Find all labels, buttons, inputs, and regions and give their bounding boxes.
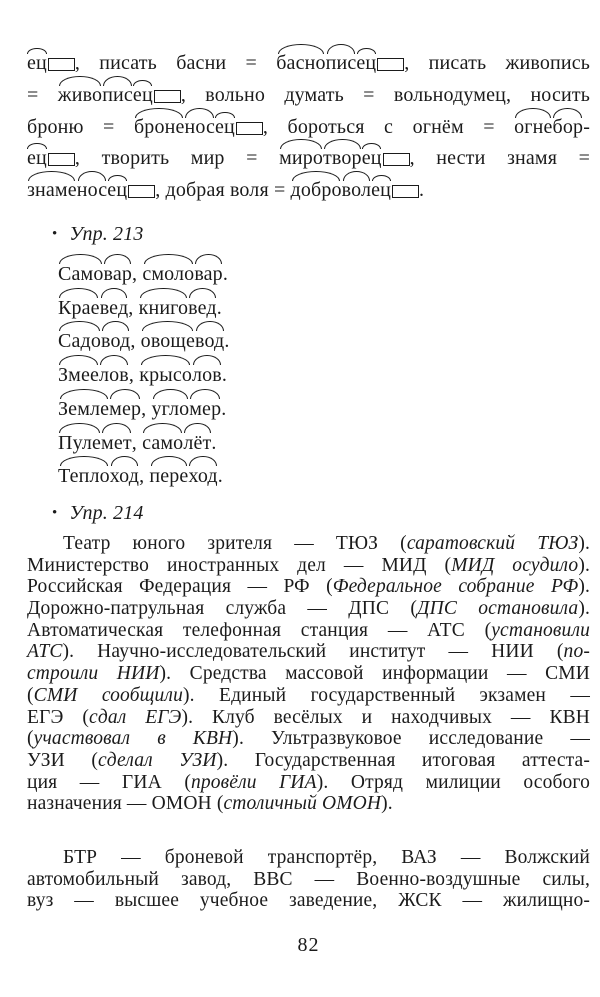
text-line <box>27 533 590 555</box>
suffix-segment: ец <box>356 48 376 80</box>
root-segment: Крае <box>58 292 100 326</box>
text-line <box>27 641 590 663</box>
marked-word <box>149 460 217 494</box>
plain-text: Автоматическая телефонная станция — АТС ( <box>27 619 492 641</box>
root-segment: твор <box>323 143 362 175</box>
root-segment: мер <box>189 393 221 427</box>
marked-word <box>151 393 221 427</box>
zero-ending-box <box>383 153 410 166</box>
marked-word <box>58 427 132 461</box>
plain-text: автомобильный завод, ВВС — Военно-воздушные силы, <box>27 868 590 890</box>
plain-text: , <box>141 397 152 420</box>
text-line <box>58 258 590 292</box>
plain-text: . <box>217 465 223 488</box>
root-segment: Пуле <box>58 427 101 461</box>
text-line <box>58 325 590 359</box>
plain-text: . <box>222 262 228 285</box>
exercise-213-list <box>27 258 590 494</box>
plain-text: . <box>216 296 222 319</box>
root-segment: лов <box>192 359 222 393</box>
plain-text: ). Отряд милиции особого <box>316 771 590 793</box>
root-segment: Садо <box>58 325 101 359</box>
italic-text: сделал УЗИ <box>97 749 217 771</box>
text-line <box>27 175 590 207</box>
plain-text: вуз — высшее учебное заведение, ЖСК — жилищно- <box>27 890 590 912</box>
root-segment: само <box>142 427 183 461</box>
zero-ending-box <box>154 90 181 103</box>
exercise-214-paragraph <box>27 533 590 815</box>
plain-text: , <box>131 431 143 454</box>
marked-word <box>58 292 128 326</box>
root-segment: живо <box>58 80 102 112</box>
root-segment: Само <box>58 258 103 292</box>
plain-text: , добрая воля = <box>155 179 291 202</box>
plain-text: , писать живопись <box>404 52 590 74</box>
root-segment: ход <box>188 460 217 494</box>
plain-text: ). Научно-исследовательский институт — НИИ ( <box>62 641 564 663</box>
italic-text: ДПС остановила <box>417 598 579 620</box>
plain-text: Дорожно-патрульная служба — ДПС ( <box>27 598 418 620</box>
plain-text: ). <box>578 598 590 620</box>
marked-word <box>279 143 410 175</box>
text-line <box>27 890 590 912</box>
root-segment: огне <box>514 112 552 144</box>
page-number: 82 <box>297 934 320 957</box>
plain-text: броню = <box>27 115 134 138</box>
italic-text: саратовский ТЮЗ <box>406 532 579 554</box>
suffix-segment: ец <box>27 143 47 175</box>
text-line <box>58 460 590 494</box>
marked-word <box>134 112 263 144</box>
bullet-icon: • <box>52 504 58 521</box>
marked-word <box>291 175 419 207</box>
plain-text: УЗИ ( <box>27 749 98 771</box>
plain-text: БТР — броневой транспортёр, ВАЗ — Волжский <box>63 847 590 869</box>
plain-text: ). <box>578 554 590 576</box>
marked-word <box>514 112 583 144</box>
zero-ending-box <box>48 58 75 71</box>
plain-text: ). Государственная итоговая аттеста- <box>216 749 590 771</box>
marked-word <box>276 48 404 80</box>
text-line <box>27 112 590 144</box>
text-line <box>27 847 590 869</box>
text-line <box>27 80 590 112</box>
marked-word <box>139 359 222 393</box>
plain-text: , писать басни = <box>74 52 277 74</box>
text-line <box>27 663 590 685</box>
plain-text: Министерство иностранных дел — МИД ( <box>27 554 452 576</box>
zero-ending-box <box>392 185 419 198</box>
plain-text: , <box>132 262 143 285</box>
text-line <box>27 772 590 794</box>
plain-text: , <box>139 465 150 488</box>
text-line <box>27 707 590 729</box>
plain-text: , <box>128 296 139 319</box>
plain-text: ). Средства массовой информации — СМИ <box>159 663 591 685</box>
root-segment: басно <box>276 48 325 80</box>
plain-text: ЕГЭ ( <box>27 706 90 728</box>
plain-text: , <box>130 330 141 353</box>
bullet-icon: • <box>52 225 58 242</box>
text-line <box>27 48 590 80</box>
suffix-segment: ец <box>371 175 391 207</box>
exercise-213-header <box>52 222 590 246</box>
root-segment: вод <box>195 325 224 359</box>
root-segment: знаме <box>27 175 77 207</box>
text-line <box>58 359 590 393</box>
root-segment: миро <box>279 143 323 175</box>
zero-ending-box <box>236 122 263 135</box>
plain-text: ция — ГИА ( <box>27 771 191 793</box>
marked-word <box>58 359 129 393</box>
marked-word <box>142 427 211 461</box>
text-line <box>58 427 590 461</box>
root-segment: броне <box>134 112 185 144</box>
root-segment: вед <box>188 292 217 326</box>
root-segment: вар <box>103 258 132 292</box>
intro-paragraph <box>27 48 590 207</box>
plain-text: Театр юного зрителя — ТЮЗ ( <box>63 532 407 554</box>
marked-word <box>139 292 217 326</box>
root-segment: нос <box>184 112 215 144</box>
plain-text: . <box>221 397 227 420</box>
root-segment: крысо <box>139 359 192 393</box>
plain-text: ). <box>578 576 590 598</box>
plain-text: , нести знамя = <box>409 147 591 170</box>
plain-text: - <box>583 115 590 138</box>
italic-text: участвовал в КВН <box>33 728 233 750</box>
root-segment: пере <box>149 460 188 494</box>
text-line <box>27 598 590 620</box>
exercise-214-title: Упр. 214 <box>69 501 144 524</box>
marked-word <box>58 325 130 359</box>
zero-ending-box <box>128 185 155 198</box>
marked-word <box>27 48 75 80</box>
closing-paragraph <box>27 847 590 912</box>
plain-text: . <box>224 330 230 353</box>
root-segment: Змее <box>58 359 99 393</box>
plain-text: . <box>221 364 228 387</box>
text-line <box>58 292 590 326</box>
root-segment: добро <box>291 175 342 207</box>
marked-word <box>58 258 132 292</box>
plain-text: . <box>419 179 425 202</box>
text-line <box>27 576 590 598</box>
text-line <box>27 685 590 707</box>
root-segment: книго <box>139 292 189 326</box>
root-segment: угло <box>151 393 189 427</box>
plain-text: , вольно думать = вольнодумец, носить <box>180 83 590 106</box>
root-segment: вар <box>194 258 223 292</box>
suffix-segment: ец <box>27 48 47 80</box>
root-segment: бор <box>553 112 584 144</box>
plain-text: ( <box>27 684 34 706</box>
zero-ending-box <box>48 153 75 166</box>
plain-text: , творить мир = <box>74 147 280 170</box>
root-segment: Тепло <box>58 460 110 494</box>
plain-text: Российская Федерация — РФ ( <box>27 576 333 598</box>
italic-text: провёли ГИА <box>190 771 317 793</box>
exercise-214-header <box>52 501 590 525</box>
marked-word <box>58 80 181 112</box>
italic-text: МИД осудило <box>451 554 579 576</box>
text-line <box>58 393 590 427</box>
root-segment: пис <box>326 48 357 80</box>
plain-text: ). Ультразвуковое исследование — <box>232 728 590 750</box>
exercise-213-title: Упр. 213 <box>69 222 144 245</box>
root-segment: Земле <box>58 393 109 427</box>
italic-text: СМИ сообщили <box>33 684 183 706</box>
root-segment: мет <box>101 427 132 461</box>
root-segment: овоще <box>141 325 195 359</box>
root-segment: вод <box>101 325 130 359</box>
text-line <box>27 793 590 815</box>
suffix-segment: ец <box>215 112 235 144</box>
root-segment: лёт <box>183 427 211 461</box>
text-line <box>27 620 590 642</box>
suffix-segment: ец <box>133 80 153 112</box>
italic-text: Федеральное собрание РФ <box>332 576 579 598</box>
plain-text: ( <box>27 728 34 750</box>
plain-text: назначения — ОМОН ( <box>27 793 224 815</box>
text-line <box>27 728 590 750</box>
root-segment: пис <box>102 80 133 112</box>
italic-text: строили НИИ <box>27 663 160 685</box>
zero-ending-box <box>377 58 404 71</box>
plain-text: = <box>27 83 58 106</box>
marked-word <box>141 325 225 359</box>
root-segment: вед <box>100 292 129 326</box>
plain-text: ). <box>381 793 393 815</box>
root-segment: вол <box>342 175 371 207</box>
plain-text: , <box>128 364 140 387</box>
root-segment: мер <box>109 393 141 427</box>
marked-word <box>142 258 223 292</box>
italic-text: столичный ОМОН <box>223 793 382 815</box>
italic-text: АТС <box>27 641 63 663</box>
text-line <box>27 869 590 891</box>
italic-text: сдал ЕГЭ <box>89 706 182 728</box>
plain-text: ). Клуб весёлых и находчивых — КВН <box>181 706 590 728</box>
marked-word <box>58 393 141 427</box>
root-segment: лов <box>99 359 129 393</box>
suffix-segment: ец <box>362 143 382 175</box>
suffix-segment: ец <box>107 175 127 207</box>
marked-word <box>58 460 139 494</box>
plain-text: ). <box>578 532 590 554</box>
plain-text: , бороться с огнём = <box>262 115 515 138</box>
root-segment: нос <box>77 175 108 207</box>
root-segment: смоло <box>142 258 194 292</box>
italic-text: по- <box>563 641 590 663</box>
plain-text: ). Единый государственный экзамен — <box>182 684 591 706</box>
root-segment: ход <box>110 460 139 494</box>
marked-word <box>27 175 155 207</box>
text-line <box>27 750 590 772</box>
text-line <box>27 555 590 577</box>
plain-text: . <box>211 431 217 454</box>
italic-text: установили <box>491 619 590 641</box>
